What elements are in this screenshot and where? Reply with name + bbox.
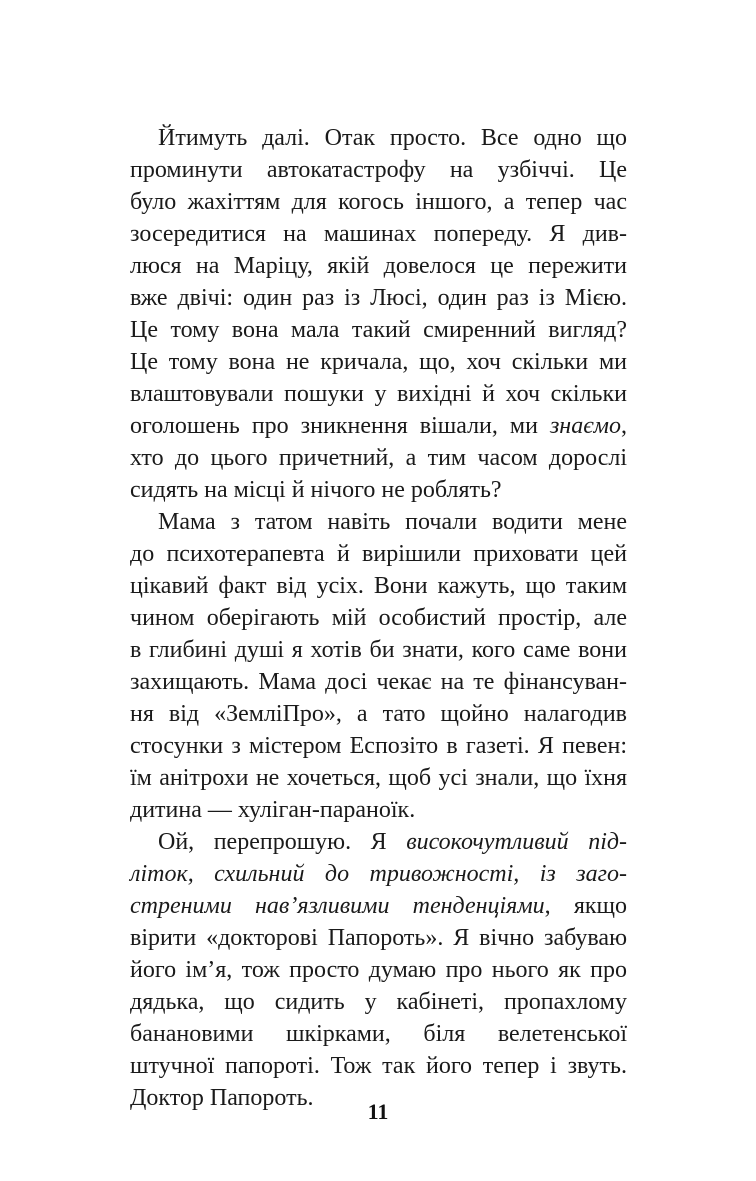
paragraph-3 [130,826,627,1114]
text-line: вірити «докторові Папороть». Я вічно забуваю [130,925,627,951]
text-line: в глибині душі я хотів би знати, кого саме вони [130,637,627,663]
paragraph-2 [130,506,627,826]
text-line: Це тому вона мала такий смиренний вигляд? [130,317,627,343]
page-number: 11 [367,1099,389,1124]
text-line: чином оберігають мій особистий простір, але [130,605,627,631]
text-line: вже двічі: один раз із Люсі, один раз із Мією. [130,285,627,311]
text-line: люся на Маріцу, якій довелося це пережити [130,253,627,279]
emphasis: стреними нав’язливими тенденціями [130,893,545,919]
text-line: дитина — хуліган-параноїк. [130,797,416,823]
text-line: їм анітрохи не хочеться, щоб усі знали, що їхня [130,765,627,791]
text-line: проминути автокатастрофу на узбіччі. Це [130,157,627,183]
text-line: оголошень про зникнення вішали, ми знаємо, [130,413,627,439]
text-line: сидять на місці й нічого не роблять? [130,477,502,503]
text-line [130,858,627,890]
paragraph-1 [130,122,627,506]
text-line: Це тому вона не кричала, що, хоч скільки ми [130,349,627,375]
text-line: зосередитися на машинах попереду. Я див- [130,221,627,247]
text-line: влаштовували пошуки у вихідні й хоч скільки [130,381,627,407]
text-line: Йтимуть далі. Отак просто. Все одно що [158,125,627,151]
text-line: Доктор Папороть. [130,1085,314,1111]
text-line: хто до цього причетний, а тим часом дорослі [130,445,627,471]
text-line: цікавий факт від усіх. Вони кажуть, що таким [130,573,627,599]
body-text [130,122,627,1114]
emphasis: знаємо [549,413,621,439]
emphasis: літок, схильний до тривожності, із заго- [130,861,627,887]
text-line: його ім’я, тож просто думаю про нього як про [130,957,627,983]
text-line: захищають. Мама досі чекає на те фінансуван- [130,669,627,695]
text-line: банановими шкірками, біля велетенської [130,1021,627,1047]
text-line: штучної папороті. Тож так його тепер і звуть. [130,1053,627,1079]
text-line: було жахіттям для когось іншого, а тепер час [130,189,627,215]
text-line: Ой, перепрошую. Я високочутливий під- [158,829,627,855]
text-line: дядька, що сидить у кабінеті, пропахлому [130,989,627,1015]
text-line: до психотерапевта й вирішили приховати цей [130,541,627,567]
emphasis: високочутливий під- [406,829,627,855]
text-line: Мама з татом навіть почали водити мене [158,509,627,535]
text-line: стреними нав’язливими тенденціями, якщо [130,893,627,919]
text-line: стосунки з містером Еспозіто в газеті. Я певен: [130,733,627,759]
text-line: ня від «ЗемліПро», а тато щойно налагодив [130,701,627,727]
